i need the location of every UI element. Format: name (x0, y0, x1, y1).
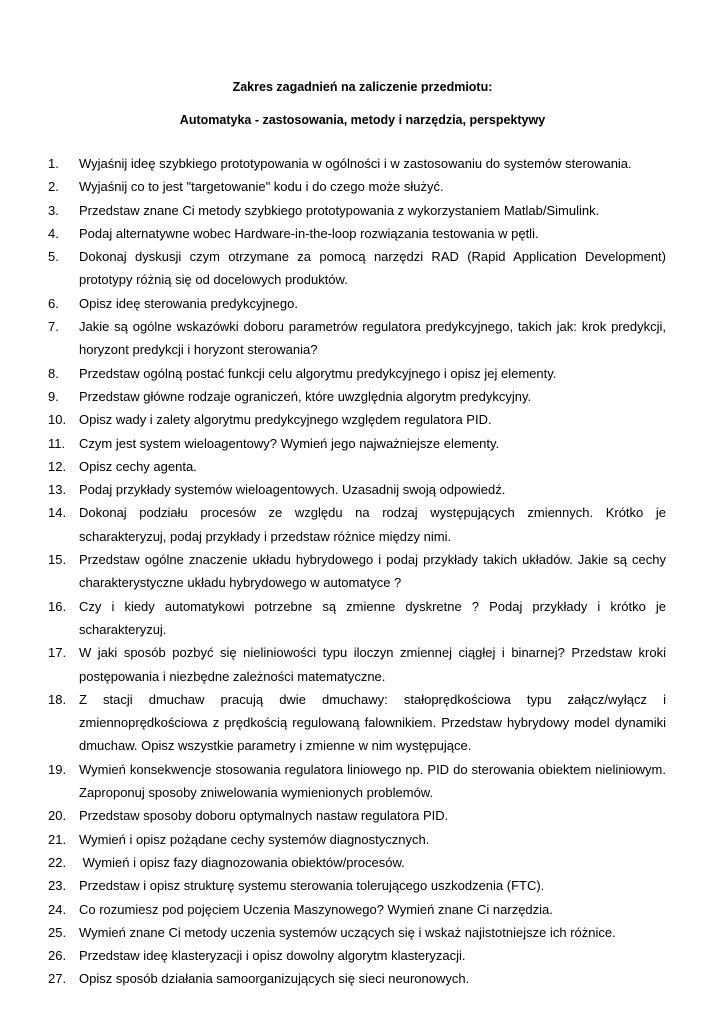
question-text: Wymień i opisz fazy diagnozowania obiektów/procesów. (79, 854, 405, 870)
question-number: 6. (48, 295, 59, 311)
question-text: Przedstaw znane Ci metody szybkiego prototypowania z wykorzystaniem Matlab/Simulink. (79, 202, 600, 218)
question-text: Czym jest system wieloagentowy? Wymień jego najważniejsze elementy. (79, 435, 500, 451)
question-item (48, 478, 666, 501)
document-title: Zakres zagadnień na zaliczenie przedmiotu: (232, 80, 493, 94)
question-number: 2. (48, 179, 59, 195)
question-text: Opisz cechy agenta. (79, 458, 197, 474)
question-number: 17. (48, 645, 67, 661)
question-text: Wyjaśnij ideę szybkiego prototypowania w ogólności i w zastosowaniu do systemów sterowania. (79, 156, 632, 171)
question-text: Wyjaśnij co to jest "targetowanie" kodu i do czego może służyć. (79, 179, 444, 195)
question-number: 8. (48, 365, 59, 381)
question-item (48, 152, 666, 175)
question-number: 14. (48, 505, 67, 521)
question-number: 15. (48, 552, 67, 568)
question-text: Przedstaw i opisz strukturę systemu sterowania tolerującego uszkodzenia (FTC). (79, 878, 545, 894)
question-text: Wymień konsekwencje stosowania regulatora liniowego np. PID do sterowania obiektem nieliniowym. Zaproponuj sposoby zniwelowania wymienionych problemów. (79, 761, 666, 801)
question-number: 19. (48, 761, 67, 777)
question-item (48, 758, 666, 805)
question-number: 25. (48, 924, 67, 940)
question-item (48, 362, 666, 385)
question-number: 13. (48, 482, 67, 498)
question-text: Przedstaw główne rodzaje ograniczeń, które uwzględnia algorytm predykcyjny. (79, 388, 532, 404)
document-subtitle: Automatyka - zastosowania, metody i narzędzia, perspektywy (179, 113, 546, 127)
question-text: Wymień znane Ci metody uczenia systemów uczących się i wskaż najistotniejsze ich różnice. (79, 924, 616, 940)
question-item (48, 408, 666, 431)
question-text: Przedstaw ideę klasteryzacji i opisz dowolny algorytm klasteryzacji. (79, 948, 466, 964)
question-number: 4. (48, 225, 59, 241)
question-item (48, 804, 666, 827)
question-number: 20. (48, 808, 67, 824)
question-text: Dokonaj dyskusji czym otrzymane za pomocą narzędzi RAD (Rapid Application Development) prototypy różnią się od docelowych produktów. (79, 249, 666, 288)
question-text: Podaj alternatywne wobec Hardware-in-the-loop rozwiązania testowania w pętli. (79, 225, 539, 241)
question-number: 23. (48, 878, 67, 894)
question-item (48, 432, 666, 455)
question-number: 26. (48, 948, 67, 964)
question-text: Opisz ideę sterowania predykcyjnego. (79, 295, 298, 311)
question-item (48, 245, 666, 292)
question-number: 16. (48, 598, 67, 614)
question-number: 11. (48, 435, 66, 451)
question-number: 3. (48, 202, 59, 218)
question-item (48, 548, 666, 595)
question-text: Przedstaw ogólną postać funkcji celu algorytmu predykcyjnego i opisz jej elementy. (79, 365, 557, 381)
question-item (48, 874, 666, 897)
question-item (48, 641, 666, 688)
question-list (48, 152, 666, 991)
question-item (48, 688, 666, 758)
question-item (48, 921, 666, 944)
question-number: 12. (48, 458, 67, 474)
question-number: 18. (48, 691, 67, 707)
question-text: Opisz sposób działania samoorganizujących się sieci neuronowych. (79, 971, 470, 987)
question-number: 1. (48, 156, 59, 171)
question-item (48, 385, 666, 408)
question-item (48, 851, 666, 874)
question-item (48, 944, 666, 967)
question-number: 22. (48, 854, 67, 870)
question-number: 10. (48, 412, 67, 428)
question-text: W jaki sposób pozbyć się nieliniowości typu iloczyn zmiennej ciągłej i binarnej? Przedstaw kroki postępowania i niezbędne zależności matematyczne. (79, 645, 666, 684)
question-number: 27. (48, 971, 67, 987)
question-item (48, 315, 666, 362)
question-number: 24. (48, 901, 67, 917)
question-item (48, 455, 666, 478)
question-text: Wymień i opisz pożądane cechy systemów diagnostycznych. (79, 831, 430, 847)
question-text: Przedstaw sposoby doboru optymalnych nastaw regulatora PID. (79, 808, 449, 824)
question-item (48, 199, 666, 222)
question-item (48, 898, 666, 921)
question-item (48, 292, 666, 315)
question-item (48, 175, 666, 198)
question-number: 21. (48, 831, 67, 847)
question-text: Opisz wady i zalety algorytmu predykcyjnego względem regulatora PID. (79, 412, 492, 428)
question-text: Przedstaw ogólne znaczenie układu hybrydowego i podaj przykłady takich układów. Jakie są cechy charakterystyczne układu hybrydowego w automatyce ? (79, 552, 666, 591)
question-number: 5. (48, 249, 59, 265)
question-number: 7. (48, 319, 59, 335)
question-item (48, 222, 666, 245)
question-text: Z stacji dmuchaw pracują dwie dmuchawy: stałoprędkościowa typu załącz/wyłącz i zmiennoprędkościowa z prędkością regulowaną falownikiem. Przedstaw hybrydowy model dynamiki dmuchaw. Opisz wszystkie parametry i zmienne w nim występujące. (79, 691, 666, 754)
question-text: Czy i kiedy automatykowi potrzebne są zmienne dyskretne ? Podaj przykłady i krótko je scharakteryzuj. (79, 598, 666, 637)
question-item (48, 967, 666, 990)
question-text: Dokonaj podziału procesów ze względu na rodzaj występujących zmiennych. Krótko je scharakteryzuj, podaj przykłady i przedstaw różnice między nimi. (79, 505, 666, 544)
question-number: 9. (48, 388, 59, 404)
question-item (48, 828, 666, 851)
question-text: Jakie są ogólne wskazówki doboru parametrów regulatora predykcyjnego, takich jak: krok predykcji, horyzont predykcji i horyzont sterowania? (79, 319, 666, 358)
question-item (48, 501, 666, 548)
question-text: Co rozumiesz pod pojęciem Uczenia Maszynowego? Wymień znane Ci narzędzia. (79, 901, 553, 917)
question-item (48, 595, 666, 642)
question-text: Podaj przykłady systemów wieloagentowych. Uzasadnij swoją odpowiedź. (79, 482, 506, 498)
